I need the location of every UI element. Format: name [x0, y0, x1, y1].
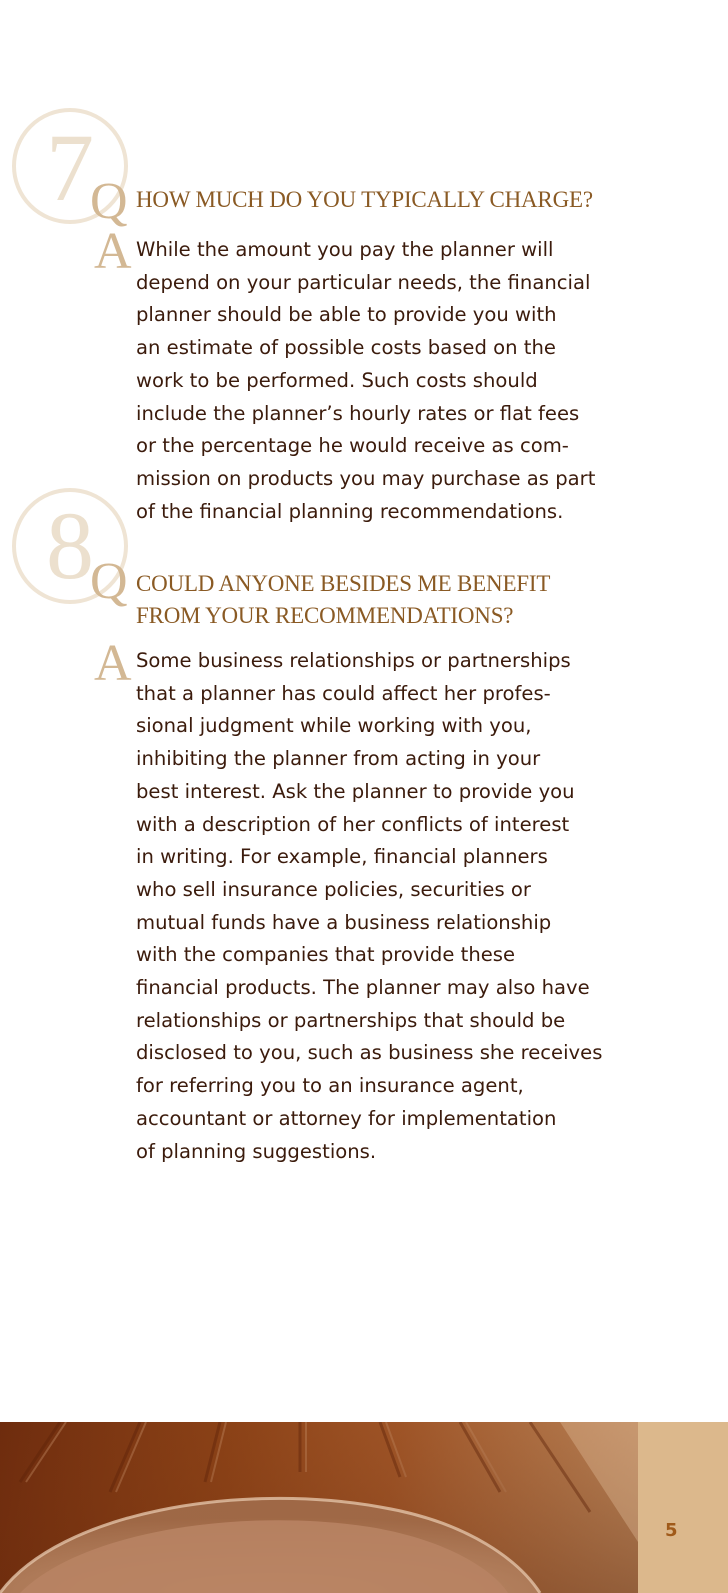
question-line: FROM YOUR RECOMMENDATIONS?: [136, 603, 514, 628]
q-letter: Q: [90, 173, 128, 230]
question-number: 7: [46, 114, 94, 221]
answer-line: in writing. For example, financial planners: [136, 845, 548, 869]
answer-line: with a description of her conflicts of interest: [136, 812, 570, 836]
answer-line: of planning suggestions.: [136, 1139, 377, 1163]
question-heading: [136, 568, 656, 632]
answer-line: best interest. Ask the planner to provide you: [136, 779, 575, 803]
answer-line: relationships or partnerships that should be: [136, 1008, 566, 1032]
question-number: 8: [46, 492, 94, 599]
answer-line: mission on products you may purchase as part: [136, 466, 596, 490]
a-letter: A: [94, 223, 132, 280]
page-number: 5: [665, 1520, 678, 1541]
answer-line: an estimate of possible costs based on the: [136, 336, 556, 360]
answer-line: of the financial planning recommendations.: [136, 499, 564, 523]
a-letter: A: [94, 635, 132, 692]
question-heading: HOW MUCH DO YOU TYPICALLY CHARGE?: [136, 187, 593, 212]
staircase-photo: [0, 1422, 638, 1593]
answer-line: for referring you to an insurance agent,: [136, 1074, 524, 1098]
answer-line: Some business relationships or partnerships: [136, 649, 571, 672]
answer-line: financial products. The planner may also have: [136, 976, 590, 1000]
answer-line: disclosed to you, such as business she receives: [136, 1041, 603, 1065]
answer-line: While the amount you pay the planner will: [136, 238, 554, 261]
answer-line: work to be performed. Such costs should: [136, 368, 538, 392]
question-line: COULD ANYONE BESIDES ME BENEFIT: [136, 571, 551, 596]
answer-line: accountant or attorney for implementation: [136, 1106, 557, 1130]
answer-line: or the percentage he would receive as com-: [136, 434, 569, 458]
answer-line: with the companies that provide these: [136, 943, 516, 967]
answer-line: that a planner has could affect her profes-: [136, 681, 551, 705]
staircase-illustration: [0, 1422, 638, 1593]
answer-text: [136, 645, 636, 1168]
answer-line: include the planner’s hourly rates or flat fees: [136, 401, 580, 425]
answer-line: mutual funds have a business relationship: [136, 910, 552, 934]
answer-text: [136, 234, 636, 528]
answer-line: inhibiting the planner from acting in your: [136, 747, 541, 771]
q-letter: Q: [90, 553, 128, 610]
answer-line: who sell insurance policies, securities or: [136, 877, 531, 901]
answer-line: planner should be able to provide you with: [136, 303, 557, 327]
answer-line: depend on your particular needs, the financial: [136, 270, 591, 294]
page-number-box: [638, 1422, 728, 1593]
answer-line: sional judgment while working with you,: [136, 714, 532, 738]
